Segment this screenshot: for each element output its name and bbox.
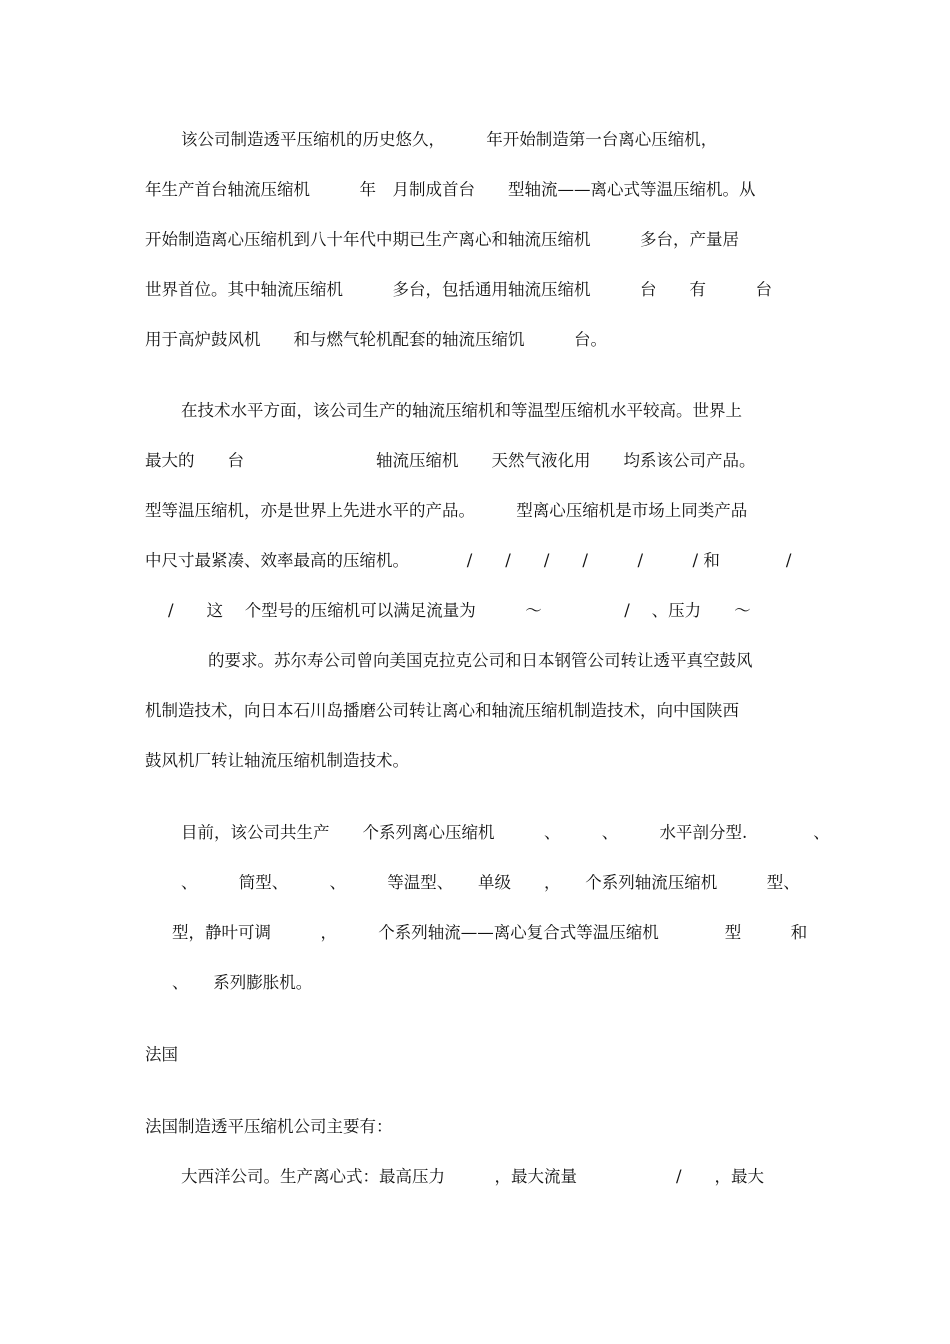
para1-line-5: 用于高炉鼓风机 和与燃气轮机配套的轴流压缩饥 台。 [145, 330, 607, 349]
heading-france: 法国 [145, 1045, 178, 1064]
para3-line-2: 、 筒型、 、 等温型、 单级 ， 个系列轴流压缩机 型、 [181, 873, 800, 892]
para2-line-2: 最大的 台 轴流压缩机 天然气液化用 均系该公司产品。 [145, 451, 756, 470]
para3-line-4: 、 系列膨胀机。 [172, 973, 313, 992]
para3-line-3: 型，静叶可调 ， 个系列轴流——离心复合式等温压缩机 型 和 [172, 923, 808, 942]
para1-line-3: 开始制造离心压缩机到八十年代中期已生产离心和轴流压缩机 多台，产量居 [145, 230, 739, 249]
france-intro: 法国制造透平压缩机公司主要有： [145, 1117, 393, 1136]
para2-line-5: / 这 个型号的压缩机可以满足流量为 ～ / 、压力 ～ [168, 601, 751, 620]
para2-line-4: 中尺寸最紧凑、效率最高的压缩机。 / / / / / / 和 / [145, 551, 792, 570]
para2-line-3: 型等温压缩机，亦是世界上先进水平的产品。 型离心压缩机是市场上同类产品 [145, 501, 748, 520]
para2-line-1: 在技术水平方面，该公司生产的轴流压缩机和等温型压缩机水平较高。世界上 [181, 401, 742, 420]
para2-line-7: 机制造技术，向日本石川岛播磨公司转让离心和轴流压缩机制造技术，向中国陕西 [145, 701, 739, 720]
para3-line-1: 目前，该公司共生产 个系列离心压缩机 、 、 水平剖分型. 、 [181, 823, 830, 842]
para2-line-6: 的要求。苏尔寿公司曾向美国克拉克公司和日本钢管公司转让透平真空鼓风 [208, 651, 753, 670]
france-line-1: 大西洋公司。生产离心式：最高压力 ，最大流量 / ，最大 [181, 1167, 765, 1186]
para1-line-4: 世界首位。其中轴流压缩机 多台，包括通用轴流压缩机 台 有 台 [145, 280, 772, 299]
para1-line-2: 年生产首台轴流压缩机 年 月制成首台 型轴流——离心式等温压缩机。从 [145, 180, 756, 199]
para2-line-8: 鼓风机厂转让轴流压缩机制造技术。 [145, 751, 409, 770]
para1-line-1: 该公司制造透平压缩机的历史悠久， 年开始制造第一台离心压缩机， [181, 130, 718, 149]
